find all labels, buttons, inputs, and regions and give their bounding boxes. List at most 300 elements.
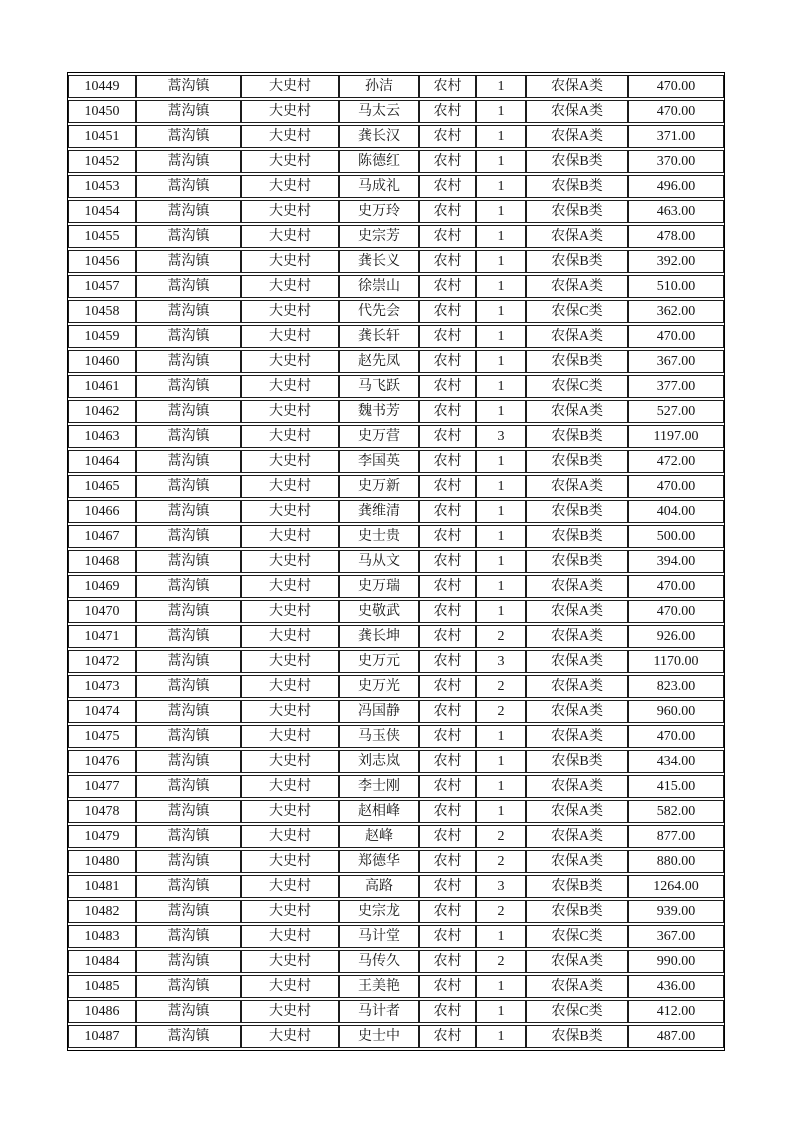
table-row xyxy=(68,725,724,748)
cell-village: 大史村 xyxy=(241,750,339,773)
cell-insurance-category: 农保A类 xyxy=(526,125,628,148)
cell-record-id: 10449 xyxy=(68,75,136,98)
cell-residence-type: 农村 xyxy=(419,475,476,498)
cell-village: 大史村 xyxy=(241,1000,339,1023)
cell-person-name: 孙洁 xyxy=(339,75,419,98)
cell-town: 蒿沟镇 xyxy=(136,500,241,523)
cell-village: 大史村 xyxy=(241,625,339,648)
cell-person-count: 3 xyxy=(476,875,526,898)
cell-person-name: 龚维清 xyxy=(339,500,419,523)
cell-village: 大史村 xyxy=(241,875,339,898)
cell-insurance-category: 农保C类 xyxy=(526,925,628,948)
cell-insurance-category: 农保A类 xyxy=(526,800,628,823)
cell-person-name: 马计堂 xyxy=(339,925,419,948)
cell-amount: 880.00 xyxy=(628,850,724,873)
table-row xyxy=(68,150,724,173)
cell-residence-type: 农村 xyxy=(419,1025,476,1048)
cell-village: 大史村 xyxy=(241,525,339,548)
cell-amount: 415.00 xyxy=(628,775,724,798)
cell-person-name: 李国英 xyxy=(339,450,419,473)
cell-record-id: 10481 xyxy=(68,875,136,898)
cell-person-name: 史宗龙 xyxy=(339,900,419,923)
cell-insurance-category: 农保A类 xyxy=(526,825,628,848)
cell-record-id: 10463 xyxy=(68,425,136,448)
cell-person-name: 马传久 xyxy=(339,950,419,973)
cell-person-name: 赵峰 xyxy=(339,825,419,848)
cell-insurance-category: 农保A类 xyxy=(526,475,628,498)
cell-person-name: 史万瑞 xyxy=(339,575,419,598)
cell-person-count: 2 xyxy=(476,850,526,873)
cell-town: 蒿沟镇 xyxy=(136,525,241,548)
cell-person-name: 代先会 xyxy=(339,300,419,323)
table-row xyxy=(68,650,724,673)
table-row xyxy=(68,675,724,698)
cell-village: 大史村 xyxy=(241,700,339,723)
cell-town: 蒿沟镇 xyxy=(136,450,241,473)
cell-amount: 472.00 xyxy=(628,450,724,473)
cell-village: 大史村 xyxy=(241,425,339,448)
cell-person-name: 马计者 xyxy=(339,1000,419,1023)
cell-village: 大史村 xyxy=(241,125,339,148)
table-row xyxy=(68,975,724,998)
cell-village: 大史村 xyxy=(241,350,339,373)
cell-person-count: 2 xyxy=(476,625,526,648)
cell-record-id: 10485 xyxy=(68,975,136,998)
cell-person-name: 刘志岚 xyxy=(339,750,419,773)
cell-insurance-category: 农保A类 xyxy=(526,400,628,423)
cell-amount: 960.00 xyxy=(628,700,724,723)
cell-residence-type: 农村 xyxy=(419,75,476,98)
table-row xyxy=(68,500,724,523)
cell-residence-type: 农村 xyxy=(419,700,476,723)
cell-person-count: 1 xyxy=(476,525,526,548)
cell-amount: 371.00 xyxy=(628,125,724,148)
cell-village: 大史村 xyxy=(241,300,339,323)
cell-amount: 939.00 xyxy=(628,900,724,923)
cell-residence-type: 农村 xyxy=(419,450,476,473)
cell-residence-type: 农村 xyxy=(419,100,476,123)
cell-amount: 470.00 xyxy=(628,325,724,348)
cell-person-count: 1 xyxy=(476,150,526,173)
cell-amount: 1170.00 xyxy=(628,650,724,673)
cell-insurance-category: 农保A类 xyxy=(526,650,628,673)
table-row xyxy=(68,125,724,148)
cell-amount: 394.00 xyxy=(628,550,724,573)
cell-person-name: 史士贵 xyxy=(339,525,419,548)
cell-person-count: 1 xyxy=(476,350,526,373)
table-row xyxy=(68,775,724,798)
cell-residence-type: 农村 xyxy=(419,250,476,273)
cell-person-name: 龚长轩 xyxy=(339,325,419,348)
cell-amount: 470.00 xyxy=(628,575,724,598)
cell-insurance-category: 农保B类 xyxy=(526,750,628,773)
cell-residence-type: 农村 xyxy=(419,750,476,773)
cell-record-id: 10458 xyxy=(68,300,136,323)
cell-person-count: 3 xyxy=(476,425,526,448)
table-row xyxy=(68,1000,724,1023)
table-row xyxy=(68,525,724,548)
cell-town: 蒿沟镇 xyxy=(136,325,241,348)
cell-town: 蒿沟镇 xyxy=(136,125,241,148)
cell-record-id: 10460 xyxy=(68,350,136,373)
table-row xyxy=(68,850,724,873)
cell-village: 大史村 xyxy=(241,825,339,848)
cell-person-name: 李士刚 xyxy=(339,775,419,798)
cell-amount: 412.00 xyxy=(628,1000,724,1023)
cell-town: 蒿沟镇 xyxy=(136,575,241,598)
cell-insurance-category: 农保A类 xyxy=(526,850,628,873)
cell-record-id: 10457 xyxy=(68,275,136,298)
cell-town: 蒿沟镇 xyxy=(136,1000,241,1023)
cell-residence-type: 农村 xyxy=(419,775,476,798)
cell-village: 大史村 xyxy=(241,250,339,273)
cell-town: 蒿沟镇 xyxy=(136,825,241,848)
cell-insurance-category: 农保B类 xyxy=(526,500,628,523)
cell-record-id: 10466 xyxy=(68,500,136,523)
cell-person-name: 王美艳 xyxy=(339,975,419,998)
cell-residence-type: 农村 xyxy=(419,325,476,348)
cell-insurance-category: 农保B类 xyxy=(526,450,628,473)
table-row xyxy=(68,1025,724,1048)
cell-village: 大史村 xyxy=(241,675,339,698)
cell-person-name: 史万光 xyxy=(339,675,419,698)
cell-town: 蒿沟镇 xyxy=(136,75,241,98)
cell-insurance-category: 农保A类 xyxy=(526,625,628,648)
cell-record-id: 10456 xyxy=(68,250,136,273)
cell-record-id: 10477 xyxy=(68,775,136,798)
cell-record-id: 10450 xyxy=(68,100,136,123)
cell-amount: 470.00 xyxy=(628,100,724,123)
cell-residence-type: 农村 xyxy=(419,425,476,448)
cell-residence-type: 农村 xyxy=(419,200,476,223)
cell-town: 蒿沟镇 xyxy=(136,725,241,748)
cell-town: 蒿沟镇 xyxy=(136,375,241,398)
cell-insurance-category: 农保A类 xyxy=(526,725,628,748)
cell-amount: 470.00 xyxy=(628,725,724,748)
cell-amount: 404.00 xyxy=(628,500,724,523)
cell-amount: 434.00 xyxy=(628,750,724,773)
table-row xyxy=(68,275,724,298)
cell-person-count: 1 xyxy=(476,375,526,398)
cell-amount: 877.00 xyxy=(628,825,724,848)
cell-amount: 1264.00 xyxy=(628,875,724,898)
cell-amount: 367.00 xyxy=(628,925,724,948)
cell-person-name: 史万元 xyxy=(339,650,419,673)
cell-person-count: 1 xyxy=(476,1000,526,1023)
cell-record-id: 10452 xyxy=(68,150,136,173)
cell-person-count: 1 xyxy=(476,100,526,123)
cell-town: 蒿沟镇 xyxy=(136,700,241,723)
cell-village: 大史村 xyxy=(241,200,339,223)
table-row xyxy=(68,925,724,948)
cell-record-id: 10487 xyxy=(68,1025,136,1048)
cell-town: 蒿沟镇 xyxy=(136,300,241,323)
cell-village: 大史村 xyxy=(241,725,339,748)
cell-record-id: 10473 xyxy=(68,675,136,698)
cell-record-id: 10476 xyxy=(68,750,136,773)
cell-town: 蒿沟镇 xyxy=(136,800,241,823)
table-row xyxy=(68,175,724,198)
records-table xyxy=(67,72,725,1051)
cell-town: 蒿沟镇 xyxy=(136,175,241,198)
cell-person-name: 史敬武 xyxy=(339,600,419,623)
cell-insurance-category: 农保A类 xyxy=(526,675,628,698)
cell-amount: 370.00 xyxy=(628,150,724,173)
cell-person-count: 1 xyxy=(476,725,526,748)
cell-village: 大史村 xyxy=(241,575,339,598)
cell-person-count: 1 xyxy=(476,200,526,223)
cell-village: 大史村 xyxy=(241,225,339,248)
cell-village: 大史村 xyxy=(241,275,339,298)
cell-village: 大史村 xyxy=(241,975,339,998)
cell-village: 大史村 xyxy=(241,450,339,473)
cell-town: 蒿沟镇 xyxy=(136,250,241,273)
cell-person-name: 马飞跃 xyxy=(339,375,419,398)
cell-record-id: 10470 xyxy=(68,600,136,623)
table-row xyxy=(68,875,724,898)
cell-amount: 510.00 xyxy=(628,275,724,298)
cell-record-id: 10454 xyxy=(68,200,136,223)
cell-person-count: 1 xyxy=(476,550,526,573)
table-row xyxy=(68,375,724,398)
cell-person-count: 1 xyxy=(476,450,526,473)
cell-residence-type: 农村 xyxy=(419,125,476,148)
cell-record-id: 10451 xyxy=(68,125,136,148)
cell-person-count: 2 xyxy=(476,950,526,973)
cell-person-count: 2 xyxy=(476,700,526,723)
cell-amount: 436.00 xyxy=(628,975,724,998)
cell-village: 大史村 xyxy=(241,325,339,348)
cell-residence-type: 农村 xyxy=(419,825,476,848)
cell-insurance-category: 农保B类 xyxy=(526,200,628,223)
table-row xyxy=(68,625,724,648)
cell-town: 蒿沟镇 xyxy=(136,1025,241,1048)
cell-person-count: 1 xyxy=(476,300,526,323)
table-row xyxy=(68,700,724,723)
table-row xyxy=(68,600,724,623)
cell-person-count: 1 xyxy=(476,1025,526,1048)
cell-residence-type: 农村 xyxy=(419,150,476,173)
cell-residence-type: 农村 xyxy=(419,500,476,523)
cell-person-name: 史万新 xyxy=(339,475,419,498)
cell-person-count: 1 xyxy=(476,175,526,198)
cell-record-id: 10455 xyxy=(68,225,136,248)
cell-amount: 470.00 xyxy=(628,600,724,623)
cell-record-id: 10459 xyxy=(68,325,136,348)
cell-record-id: 10467 xyxy=(68,525,136,548)
records-table-body xyxy=(68,75,724,1048)
cell-amount: 377.00 xyxy=(628,375,724,398)
cell-insurance-category: 农保A类 xyxy=(526,575,628,598)
cell-person-name: 马成礼 xyxy=(339,175,419,198)
cell-person-count: 1 xyxy=(476,475,526,498)
cell-insurance-category: 农保B类 xyxy=(526,250,628,273)
cell-person-count: 2 xyxy=(476,900,526,923)
cell-village: 大史村 xyxy=(241,100,339,123)
cell-insurance-category: 农保B类 xyxy=(526,900,628,923)
cell-residence-type: 农村 xyxy=(419,575,476,598)
cell-person-count: 1 xyxy=(476,800,526,823)
cell-record-id: 10474 xyxy=(68,700,136,723)
cell-person-count: 1 xyxy=(476,975,526,998)
table-row xyxy=(68,100,724,123)
cell-amount: 1197.00 xyxy=(628,425,724,448)
cell-person-count: 1 xyxy=(476,75,526,98)
cell-insurance-category: 农保B类 xyxy=(526,350,628,373)
cell-amount: 926.00 xyxy=(628,625,724,648)
cell-record-id: 10469 xyxy=(68,575,136,598)
cell-residence-type: 农村 xyxy=(419,650,476,673)
cell-amount: 470.00 xyxy=(628,75,724,98)
cell-insurance-category: 农保C类 xyxy=(526,1000,628,1023)
cell-amount: 496.00 xyxy=(628,175,724,198)
cell-residence-type: 农村 xyxy=(419,950,476,973)
cell-person-count: 2 xyxy=(476,825,526,848)
cell-residence-type: 农村 xyxy=(419,875,476,898)
cell-residence-type: 农村 xyxy=(419,725,476,748)
cell-town: 蒿沟镇 xyxy=(136,675,241,698)
cell-residence-type: 农村 xyxy=(419,175,476,198)
cell-insurance-category: 农保B类 xyxy=(526,425,628,448)
table-row xyxy=(68,325,724,348)
cell-amount: 392.00 xyxy=(628,250,724,273)
table-row xyxy=(68,900,724,923)
cell-residence-type: 农村 xyxy=(419,1000,476,1023)
cell-amount: 527.00 xyxy=(628,400,724,423)
cell-town: 蒿沟镇 xyxy=(136,150,241,173)
cell-person-name: 赵相峰 xyxy=(339,800,419,823)
cell-person-name: 赵先凤 xyxy=(339,350,419,373)
cell-residence-type: 农村 xyxy=(419,400,476,423)
cell-person-count: 1 xyxy=(476,600,526,623)
table-row xyxy=(68,200,724,223)
cell-village: 大史村 xyxy=(241,850,339,873)
cell-town: 蒿沟镇 xyxy=(136,750,241,773)
cell-amount: 487.00 xyxy=(628,1025,724,1048)
cell-insurance-category: 农保A类 xyxy=(526,700,628,723)
cell-residence-type: 农村 xyxy=(419,300,476,323)
cell-residence-type: 农村 xyxy=(419,225,476,248)
cell-record-id: 10461 xyxy=(68,375,136,398)
cell-residence-type: 农村 xyxy=(419,850,476,873)
cell-village: 大史村 xyxy=(241,150,339,173)
cell-person-count: 1 xyxy=(476,225,526,248)
cell-person-name: 陈德红 xyxy=(339,150,419,173)
table-row xyxy=(68,425,724,448)
cell-person-name: 龚长坤 xyxy=(339,625,419,648)
cell-amount: 367.00 xyxy=(628,350,724,373)
cell-insurance-category: 农保B类 xyxy=(526,175,628,198)
cell-insurance-category: 农保B类 xyxy=(526,550,628,573)
cell-residence-type: 农村 xyxy=(419,350,476,373)
table-row xyxy=(68,575,724,598)
cell-town: 蒿沟镇 xyxy=(136,925,241,948)
cell-record-id: 10472 xyxy=(68,650,136,673)
cell-residence-type: 农村 xyxy=(419,600,476,623)
cell-insurance-category: 农保B类 xyxy=(526,875,628,898)
cell-residence-type: 农村 xyxy=(419,525,476,548)
cell-town: 蒿沟镇 xyxy=(136,225,241,248)
cell-record-id: 10462 xyxy=(68,400,136,423)
cell-town: 蒿沟镇 xyxy=(136,900,241,923)
cell-town: 蒿沟镇 xyxy=(136,625,241,648)
cell-village: 大史村 xyxy=(241,475,339,498)
cell-village: 大史村 xyxy=(241,950,339,973)
table-row xyxy=(68,400,724,423)
table-row xyxy=(68,450,724,473)
cell-insurance-category: 农保C类 xyxy=(526,375,628,398)
cell-town: 蒿沟镇 xyxy=(136,650,241,673)
cell-person-name: 魏书芳 xyxy=(339,400,419,423)
cell-person-count: 3 xyxy=(476,650,526,673)
cell-amount: 470.00 xyxy=(628,475,724,498)
cell-insurance-category: 农保A类 xyxy=(526,950,628,973)
cell-record-id: 10471 xyxy=(68,625,136,648)
table-row xyxy=(68,350,724,373)
cell-village: 大史村 xyxy=(241,800,339,823)
cell-village: 大史村 xyxy=(241,550,339,573)
cell-person-count: 1 xyxy=(476,500,526,523)
cell-record-id: 10480 xyxy=(68,850,136,873)
cell-record-id: 10478 xyxy=(68,800,136,823)
cell-person-name: 郑德华 xyxy=(339,850,419,873)
cell-person-name: 龚长汉 xyxy=(339,125,419,148)
cell-record-id: 10465 xyxy=(68,475,136,498)
cell-village: 大史村 xyxy=(241,75,339,98)
cell-person-count: 1 xyxy=(476,775,526,798)
cell-residence-type: 农村 xyxy=(419,625,476,648)
cell-town: 蒿沟镇 xyxy=(136,350,241,373)
cell-village: 大史村 xyxy=(241,775,339,798)
cell-insurance-category: 农保C类 xyxy=(526,300,628,323)
cell-village: 大史村 xyxy=(241,175,339,198)
table-row xyxy=(68,225,724,248)
cell-person-count: 1 xyxy=(476,750,526,773)
cell-town: 蒿沟镇 xyxy=(136,550,241,573)
cell-town: 蒿沟镇 xyxy=(136,475,241,498)
cell-residence-type: 农村 xyxy=(419,800,476,823)
cell-person-name: 徐崇山 xyxy=(339,275,419,298)
cell-record-id: 10486 xyxy=(68,1000,136,1023)
cell-record-id: 10475 xyxy=(68,725,136,748)
cell-amount: 362.00 xyxy=(628,300,724,323)
cell-amount: 823.00 xyxy=(628,675,724,698)
cell-residence-type: 农村 xyxy=(419,975,476,998)
cell-village: 大史村 xyxy=(241,600,339,623)
cell-village: 大史村 xyxy=(241,375,339,398)
cell-insurance-category: 农保A类 xyxy=(526,75,628,98)
table-row xyxy=(68,75,724,98)
cell-person-count: 1 xyxy=(476,400,526,423)
cell-insurance-category: 农保B类 xyxy=(526,1025,628,1048)
cell-residence-type: 农村 xyxy=(419,675,476,698)
cell-town: 蒿沟镇 xyxy=(136,600,241,623)
cell-record-id: 10482 xyxy=(68,900,136,923)
cell-person-name: 马太云 xyxy=(339,100,419,123)
cell-insurance-category: 农保B类 xyxy=(526,525,628,548)
cell-town: 蒿沟镇 xyxy=(136,875,241,898)
table-row xyxy=(68,550,724,573)
cell-person-count: 1 xyxy=(476,575,526,598)
cell-person-count: 1 xyxy=(476,250,526,273)
cell-amount: 990.00 xyxy=(628,950,724,973)
cell-village: 大史村 xyxy=(241,500,339,523)
cell-person-count: 1 xyxy=(476,925,526,948)
cell-person-name: 史士中 xyxy=(339,1025,419,1048)
cell-insurance-category: 农保A类 xyxy=(526,225,628,248)
cell-residence-type: 农村 xyxy=(419,275,476,298)
cell-insurance-category: 农保A类 xyxy=(526,975,628,998)
